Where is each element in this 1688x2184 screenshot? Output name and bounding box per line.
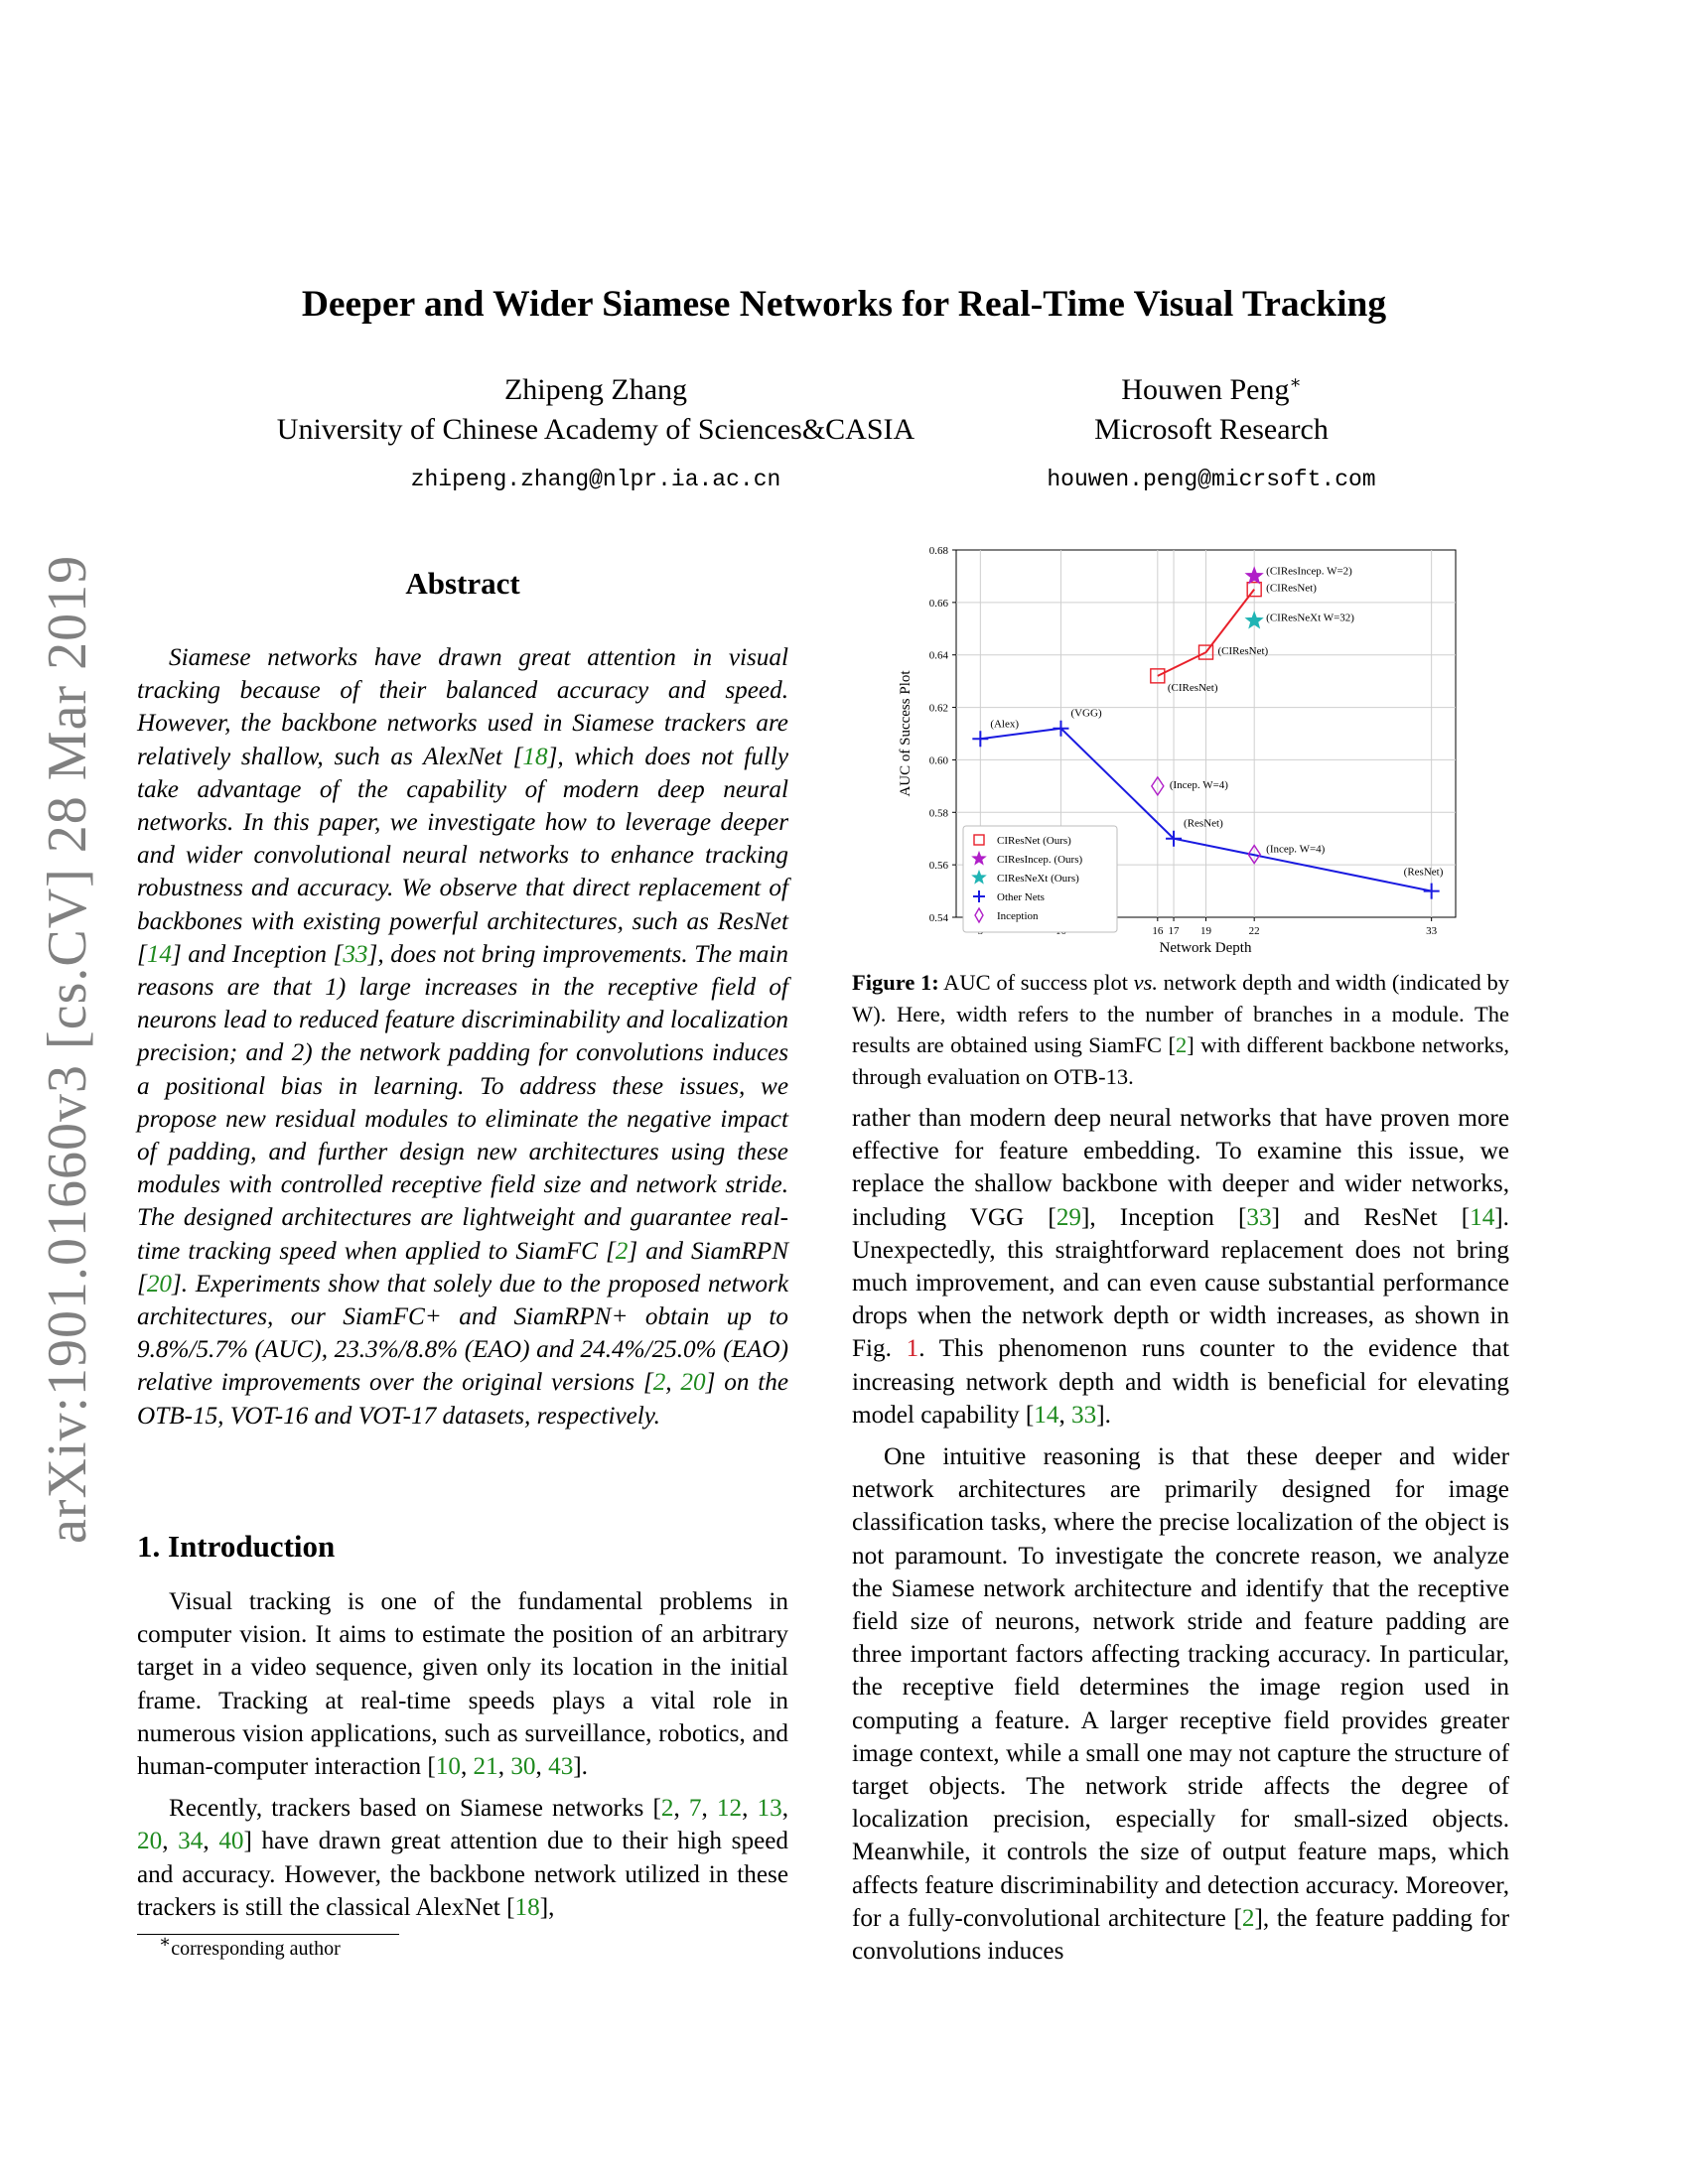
y-tick-label: 0.62 bbox=[928, 702, 948, 715]
intro-text bbox=[137, 1585, 788, 1924]
citation[interactable]: 7 bbox=[688, 1795, 702, 1823]
citation[interactable]: 14 bbox=[1034, 1401, 1059, 1429]
data-point bbox=[1424, 884, 1440, 899]
citation[interactable]: 43 bbox=[548, 1753, 574, 1781]
author-email[interactable]: houwen.peng@micrsoft.com bbox=[1047, 467, 1376, 492]
paper-title: Deeper and Wider Siamese Networks for Real-Time Visual Tracking bbox=[301, 284, 1387, 325]
y-tick-label: 0.60 bbox=[928, 754, 948, 767]
x-tick-label: 33 bbox=[1426, 925, 1438, 937]
arxiv-identifier: arXiv:1901.01660v3 [cs.CV] 28 Mar 2019 bbox=[37, 554, 98, 1544]
paragraph: Visual tracking is one of the fundamental problems in computer vision. It aims to estimate the position of an arbitrary target in a video sequence, given only its location in the initial frame. Tracking at real-time speeds plays a vital role in numerous vision applications, such as surveillance, robotics, and human-computer interaction [10, 21, 30, 43]. bbox=[137, 1588, 788, 1781]
point-label: (Alex) bbox=[990, 718, 1020, 731]
x-tick-label: 17 bbox=[1168, 925, 1180, 937]
citation[interactable]: 33 bbox=[343, 940, 368, 968]
legend-label: CIResNeXt (Ours) bbox=[997, 873, 1079, 885]
citation[interactable]: 18 bbox=[514, 1893, 540, 1921]
author-name: Houwen Peng bbox=[1121, 373, 1290, 406]
citation[interactable]: 2 bbox=[615, 1237, 629, 1265]
point-label: (CIResNeXt W=32) bbox=[1266, 612, 1354, 624]
point-label: (Incep. W=4) bbox=[1169, 778, 1228, 791]
point-label: (CIResNet) bbox=[1266, 582, 1317, 595]
paragraph: rather than modern deep neural networks that have proven more effective for feature embedding. To examine this issue, we replace the shallow backbone with deeper and wider networks, including VGG [29], Inception [33] and ResNet [14]. Unexpectedly, this straightforward replacement does not bring much improvement, and can even cause substantial performance drops when the network depth or width increases, as shown in Fig. 1. This phenomenon runs counter to the evidence that increasing network depth and width is beneficial for elevating model capability [14, 33]. bbox=[852, 1105, 1509, 1429]
x-axis-label: Network Depth bbox=[1159, 940, 1252, 956]
footnote-rule bbox=[137, 1934, 399, 1935]
citation[interactable]: 10 bbox=[435, 1753, 461, 1781]
y-tick-label: 0.64 bbox=[928, 649, 948, 662]
citation[interactable]: 33 bbox=[1246, 1203, 1272, 1231]
y-tick-label: 0.54 bbox=[928, 912, 948, 924]
abstract-heading: Abstract bbox=[405, 566, 520, 601]
citation[interactable]: 40 bbox=[218, 1828, 244, 1855]
x-tick-label: 22 bbox=[1248, 925, 1260, 937]
author-block-2 bbox=[1013, 370, 1410, 499]
right-column-text bbox=[852, 1102, 1509, 1968]
citation[interactable]: 21 bbox=[473, 1753, 498, 1781]
citation[interactable]: 2 bbox=[660, 1795, 674, 1823]
y-tick-label: 0.56 bbox=[928, 860, 948, 873]
legend-label: Other Nets bbox=[997, 891, 1045, 903]
author-email[interactable]: zhipeng.zhang@nlpr.ia.ac.cn bbox=[410, 467, 781, 492]
x-tick-label: 19 bbox=[1200, 925, 1211, 937]
figure-label: Figure 1: bbox=[852, 970, 939, 995]
figure-reference[interactable]: 1 bbox=[906, 1335, 919, 1363]
point-label: (Incep. W=4) bbox=[1266, 843, 1326, 856]
corresponding-mark: ∗ bbox=[1289, 372, 1302, 392]
citation[interactable]: 12 bbox=[716, 1795, 743, 1823]
citation[interactable]: 20 bbox=[680, 1369, 706, 1397]
citation[interactable]: 14 bbox=[1470, 1203, 1495, 1231]
section-heading-introduction: 1. Introduction bbox=[137, 1529, 336, 1564]
y-tick-label: 0.58 bbox=[928, 807, 948, 820]
abstract-text: Siamese networks have drawn great attention in visual tracking because of their balanced accuracy and speed. However, the backbone networks used in Siamese trackers are relatively shallow, such as AlexNet [18], which does not fully take advantage of the capability of modern deep neural networks. In this paper, we investigate how to leverage deeper and wider convolutional neural networks to enhance tracking robustness and accuracy. We observe that direct replacement of backbones with existing powerful architectures, such as ResNet [14] and Inception [33], does not bring improvements. The main reasons are that 1) large increases in the receptive field of neurons lead to reduced feature discriminability and localization precision; and 2) the network padding for convolutions induces a positional bias in learning. To address these issues, we propose new residual modules to eliminate the negative impact of padding, and further design new architectures using these modules with controlled receptive field size and network stride. The designed architectures are lightweight and guarantee real-time tracking speed when applied to SiamFC [2] and SiamRPN [20]. Experiments show that solely due to the proposed network architectures, our SiamFC+ and SiamRPN+ obtain up to 9.8%/5.7% (AUC), 23.3%/8.8% (EAO) and 24.4%/25.0% (EAO) relative improvements over the original versions [2, 20] on the OTB-15, VOT-16 and VOT-17 datasets, respectively. bbox=[137, 644, 789, 1430]
x-tick-label: 16 bbox=[1152, 925, 1164, 937]
legend bbox=[963, 826, 1117, 932]
point-label: (CIResNet) bbox=[1167, 681, 1218, 694]
citation[interactable]: 20 bbox=[146, 1270, 172, 1297]
legend-label: Inception bbox=[997, 910, 1039, 922]
citation[interactable]: 30 bbox=[510, 1753, 536, 1781]
point-label: (ResNet) bbox=[1403, 866, 1444, 879]
citation[interactable]: 14 bbox=[146, 940, 172, 968]
citation[interactable]: 2 bbox=[1176, 1032, 1188, 1057]
paragraph: One intuitive reasoning is that these deeper and wider network architectures are primarily designed for image classification tasks, where the precise localization of the object is not paramount. To investigate the concrete reason, we analyze the Siamese network architecture and identify that the receptive field size of neurons, network stride and feature padding are three important factors affecting tracking accuracy. In particular, the receptive field determines the image region used in computing a feature. A larger receptive field provides greater image context, while a small one may not capture the structure of target objects. The network stride affects the degree of localization precision, especially for small-sized objects. Meanwhile, it controls the size of output feature maps, which affects feature discriminability and detection accuracy. Moreover, for a fully-convolutional architecture [2], the feature padding for convolutions induces bbox=[852, 1443, 1509, 1966]
point-label: (ResNet) bbox=[1184, 817, 1223, 830]
data-point bbox=[972, 731, 988, 747]
citation[interactable]: 29 bbox=[1055, 1203, 1082, 1231]
author-block-1 bbox=[238, 370, 953, 499]
y-tick-label: 0.66 bbox=[928, 597, 948, 610]
y-axis-label: AUC of Success Plot bbox=[898, 670, 914, 797]
paragraph: Recently, trackers based on Siamese networks [2, 7, 12, 13, 20, 34, 40] have drawn great attention due to their high speed and accuracy. However, the backbone network utilized in these trackers is still the classical AlexNet [18], bbox=[137, 1795, 789, 1921]
citation[interactable]: 2 bbox=[1241, 1904, 1255, 1932]
author-affiliation: University of Chinese Academy of Sciences&CASIA bbox=[276, 413, 915, 446]
y-tick-label: 0.68 bbox=[928, 545, 948, 557]
legend-label: CIResIncep. (Ours) bbox=[997, 854, 1083, 866]
citation[interactable]: 13 bbox=[757, 1795, 782, 1823]
point-label: (CIResNet) bbox=[1217, 645, 1269, 658]
point-label: (CIResIncep. W=2) bbox=[1266, 565, 1352, 578]
footnote: ∗corresponding author bbox=[159, 1931, 341, 1960]
citation[interactable]: 33 bbox=[1071, 1401, 1097, 1429]
author-affiliation: Microsoft Research bbox=[1094, 413, 1329, 446]
citation[interactable]: 20 bbox=[137, 1828, 163, 1855]
author-name: Zhipeng Zhang bbox=[503, 373, 688, 406]
citation[interactable]: 18 bbox=[522, 743, 548, 770]
point-label: (VGG) bbox=[1070, 707, 1102, 720]
citation[interactable]: 34 bbox=[178, 1828, 204, 1855]
legend-label: CIResNet (Ours) bbox=[997, 835, 1071, 847]
citation[interactable]: 2 bbox=[652, 1369, 666, 1397]
figure-caption: Figure 1: AUC of success plot vs. network depth and width (indicated by W). Here, width refers to the number of branches in a module. The results are obtained using SiamFC [2] with different backbone networks, through evaluation on OTB-13. bbox=[852, 970, 1509, 1089]
figure-1-chart bbox=[874, 542, 1479, 959]
